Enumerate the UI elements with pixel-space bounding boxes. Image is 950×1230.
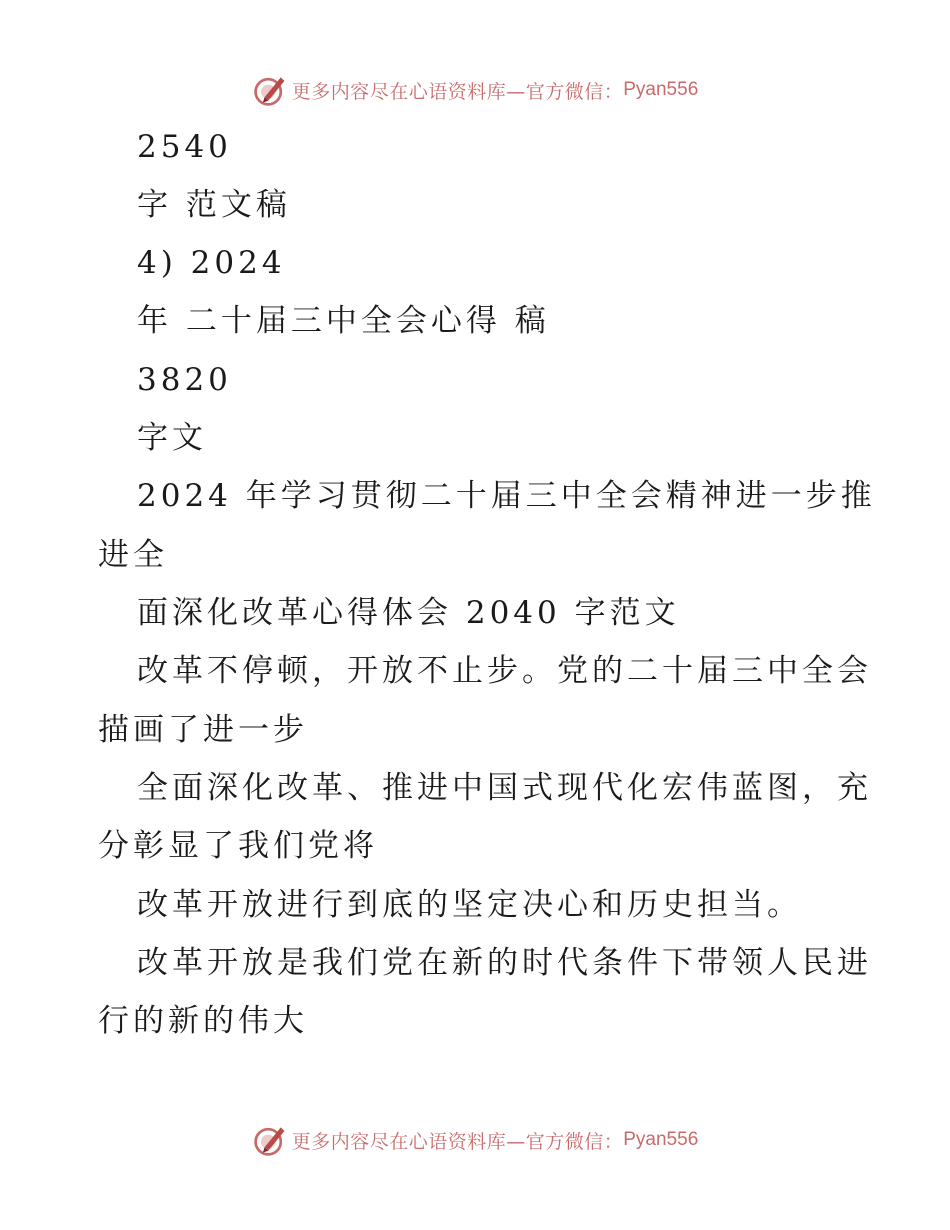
text-line: 描画了进一步 bbox=[98, 712, 308, 748]
text-line: 年 二十届三中全会心得 稿 bbox=[137, 303, 550, 339]
footer-watermark bbox=[0, 1120, 950, 1160]
text-line: 行的新的伟大 bbox=[98, 1003, 308, 1039]
watermark-text: 更多内容尽在心语资料库—官方微信： bbox=[291, 1130, 624, 1153]
text-line: 字 范文稿 bbox=[137, 187, 291, 223]
text-line: 2540 bbox=[137, 129, 232, 165]
text-line: 改革开放进行到底的坚定决心和历史担当。 bbox=[137, 887, 802, 923]
text-line: 字文 bbox=[137, 420, 207, 456]
watermark-wechat-id: Pyan556 bbox=[623, 1129, 699, 1150]
pen-logo-icon bbox=[252, 72, 288, 108]
watermark-text: 更多内容尽在心语资料库—官方微信： bbox=[291, 80, 624, 103]
text-line: 2024 年学习贯彻二十届三中全会精神进一步推 bbox=[137, 478, 876, 514]
text-line: 全面深化改革、推进中国式现代化宏伟蓝图，充 bbox=[137, 770, 872, 806]
text-line: 4) 2024 bbox=[137, 245, 286, 281]
text-line: 3820 bbox=[137, 362, 232, 398]
text-line: 进全 bbox=[98, 537, 168, 573]
watermark-wechat-id: Pyan556 bbox=[623, 79, 699, 100]
text-line: 改革不停顿，开放不止步。党的二十届三中全会 bbox=[137, 653, 872, 689]
header-watermark bbox=[0, 70, 950, 110]
text-line: 面深化改革心得体会 2040 字范文 bbox=[137, 595, 680, 631]
pen-logo-icon bbox=[252, 1122, 288, 1158]
text-line: 分彰显了我们党将 bbox=[98, 828, 378, 864]
text-line: 改革开放是我们党在新的时代条件下带领人民进 bbox=[137, 945, 872, 981]
